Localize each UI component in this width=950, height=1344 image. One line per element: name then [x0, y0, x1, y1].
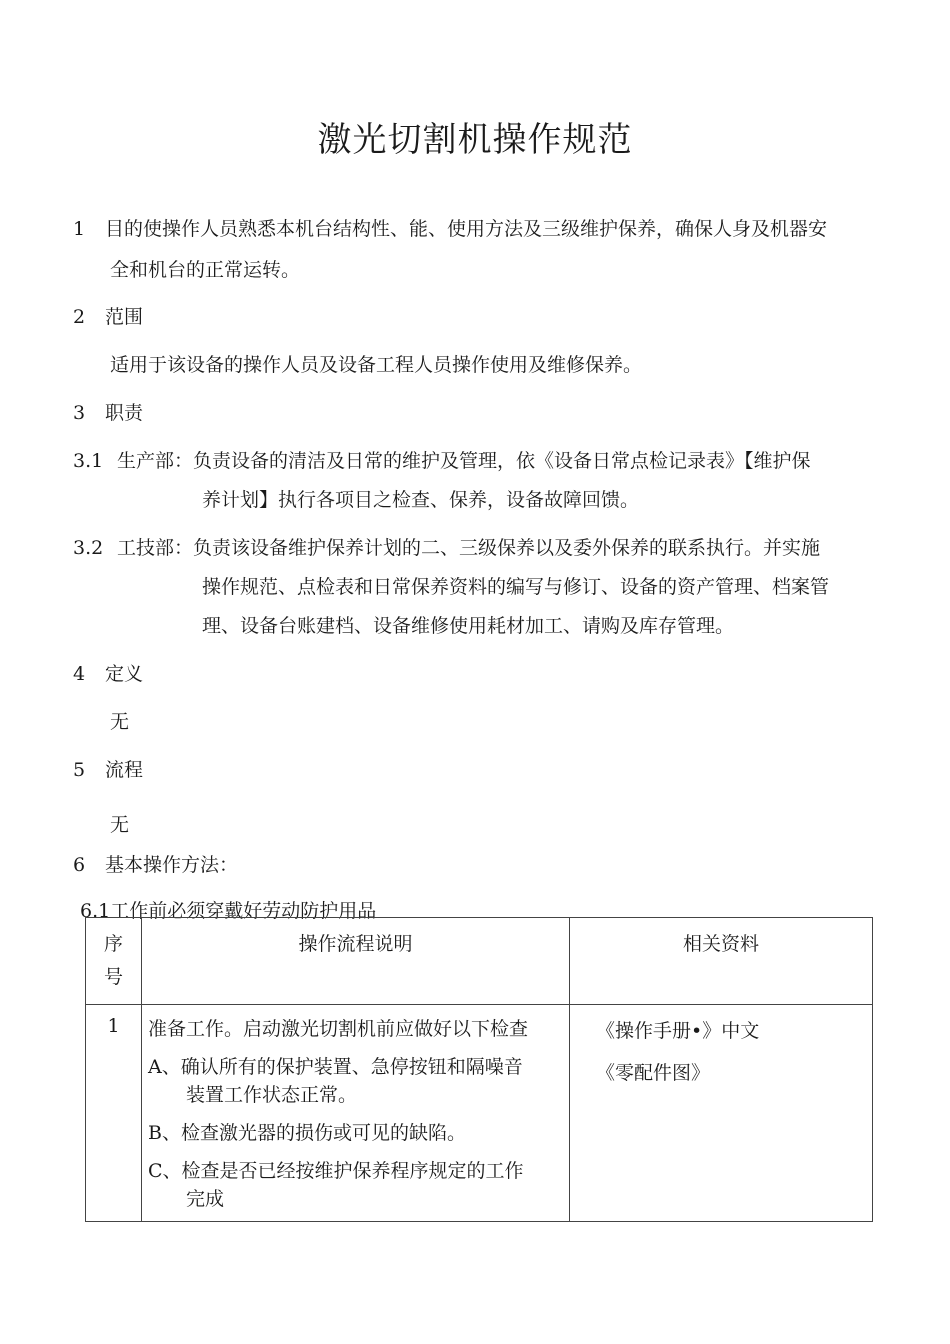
- step-main-text: 准备工作。启动激光切割机前应做好以下检查: [148, 1018, 529, 1040]
- department-label: 生产部：: [117, 450, 194, 472]
- subsection-number: 3.2: [73, 537, 104, 559]
- section-6-heading: [73, 850, 238, 877]
- section-3-2-line-1: [73, 533, 820, 560]
- section-number: 6: [73, 854, 86, 876]
- subsection-text: 负责该设备维护保养计划的二、三级保养以及委外保养的联系执行。并实施: [193, 537, 821, 559]
- subsection-text: 负责设备的清洁及日常的维护及管理，依《设备日常点检记录表》【维护保: [193, 450, 811, 472]
- page-title: 激光切割机操作规范: [317, 120, 633, 160]
- section-number: 3: [73, 402, 86, 424]
- section-text: 目的使操作人员熟悉本机台结构性、能、使用方法及三级维护保养，确保人身及机器安: [105, 218, 828, 240]
- table-header-row: [86, 918, 873, 1005]
- section-heading-text: 流程: [105, 759, 144, 781]
- header-sequence-line-1: 序: [103, 933, 123, 955]
- section-heading-text: 定义: [105, 663, 144, 685]
- reference-parts-drawing: 《零配件图》: [596, 1062, 711, 1084]
- step-item-b: B、检查激光器的损伤或可见的缺陷。: [148, 1122, 466, 1144]
- subsection-number: 3.1: [73, 450, 104, 472]
- section-4-body: 无: [110, 711, 130, 733]
- section-number: 5: [73, 759, 86, 781]
- section-heading-text: 职责: [105, 402, 144, 424]
- section-1-line-2: 全和机台的正常运转。: [110, 259, 301, 281]
- row-reference: [570, 1005, 873, 1222]
- section-3-heading: [73, 398, 143, 425]
- header-description: 操作流程说明: [142, 918, 570, 1005]
- section-number: 1: [73, 218, 86, 240]
- section-6-1: 6.1工作前必须穿戴好劳动防护用品: [80, 900, 377, 922]
- step-item-a: [148, 1053, 565, 1109]
- section-5-heading: [73, 755, 143, 782]
- section-2-heading: [73, 302, 143, 329]
- section-4-heading: [73, 659, 143, 686]
- step-item-c: [148, 1157, 565, 1213]
- step-item-c-line-1: C、检查是否已经按维护保养程序规定的工作: [148, 1160, 524, 1182]
- reference-operation-manual: 《操作手册•》中文: [596, 1020, 760, 1042]
- section-3-1-line-2: 养计划】执行各项目之检查、保养，设备故障回馈。: [202, 489, 640, 511]
- table-row: [86, 1005, 873, 1222]
- step-item-c-line-2: 完成: [186, 1188, 225, 1210]
- section-5-body: 无: [110, 814, 130, 836]
- section-3-1-line-1: [73, 446, 811, 473]
- row-number: 1: [86, 1005, 142, 1222]
- section-heading-text: 基本操作方法：: [105, 854, 239, 876]
- department-label: 工技部：: [117, 537, 194, 559]
- section-number: 2: [73, 306, 86, 328]
- row-description: [142, 1005, 570, 1222]
- section-2-body: 适用于该设备的操作人员及设备工程人员操作使用及维修保养。: [110, 354, 643, 376]
- section-number: 4: [73, 663, 86, 685]
- header-sequence-line-2: 号: [103, 966, 123, 988]
- header-sequence: [86, 918, 142, 1005]
- operation-table: [85, 917, 873, 1222]
- header-reference: 相关资料: [570, 918, 873, 1005]
- section-3-2-line-2: 操作规范、点检表和日常保养资料的编写与修订、设备的资产管理、档案管: [202, 576, 830, 598]
- section-3-2-line-3: 理、设备台账建档、设备维修使用耗材加工、请购及库存管理。: [202, 615, 735, 637]
- section-heading-text: 范围: [105, 306, 144, 328]
- section-1-line-1: [73, 214, 827, 241]
- step-item-a-line-2: 装置工作状态正常。: [186, 1084, 358, 1106]
- step-item-a-line-1: A、确认所有的保护装置、急停按钮和隔噪音: [148, 1056, 523, 1078]
